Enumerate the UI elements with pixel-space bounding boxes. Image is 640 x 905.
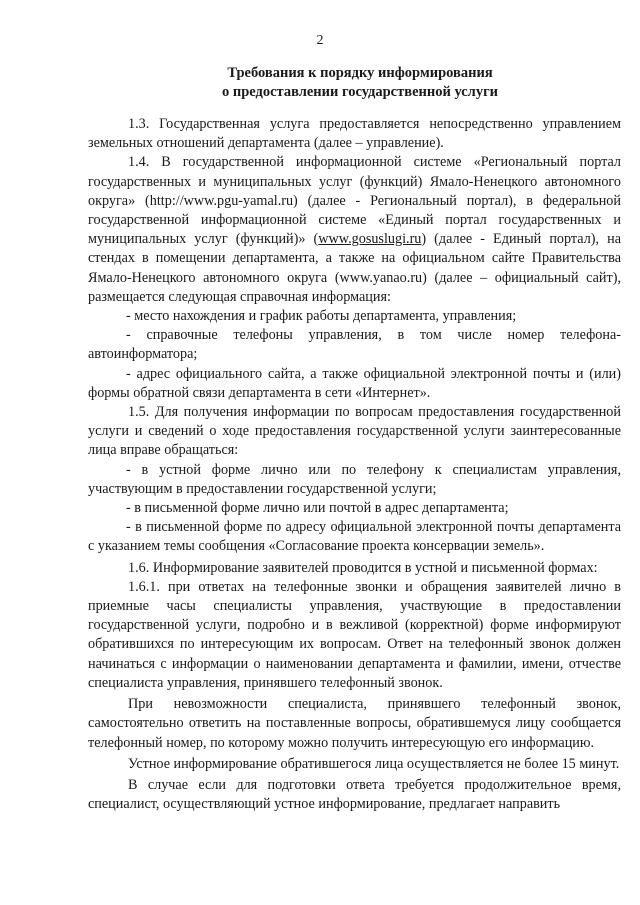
section-title-line-1: Требования к порядку информирования bbox=[227, 65, 493, 81]
paragraph-impossibility: При невозможности специалиста, принявшего телефонный звонок, самостоятельно ответить на поставленные вопросы, обратившемуся лицу сообщается телефонный номер, по которому можно получить интересующую его информацию. bbox=[88, 696, 621, 751]
document-body bbox=[88, 115, 621, 814]
paragraph-1-4 bbox=[88, 153, 621, 307]
paragraph-long-preparation: В случае если для подготовки ответа требуется продолжительное время, специалист, осуществляющий устное информирование, предлагает направить bbox=[88, 776, 621, 813]
page-number: 2 bbox=[316, 33, 324, 48]
section-title-line-2: о предоставлении государственной услуги bbox=[221, 84, 499, 100]
paragraph-1-6-1: 1.6.1. при ответах на телефонные звонки и обращения заявителей лично в приемные часы специалисты управления, участвующие в предоставлении государственной услуги, подробно и в вежливой (корректной) форме информируют обратившихся по интересующим их вопросам. Ответ на телефонный звонок должен начинаться с информации о наименовании департамента и фамилии, имени, отчестве специалиста управления, принявшего телефонный звонок. bbox=[88, 578, 621, 691]
paragraph-1-6: 1.6. Информирование заявителей проводится в устной и письменной формах: bbox=[128, 559, 598, 576]
list-item-location: - место нахождения и график работы департамента, управления; bbox=[126, 308, 517, 325]
list-item-written: - в письменной форме лично или почтой в адрес департамента; bbox=[126, 500, 509, 517]
paragraph-1-3: 1.3. Государственная услуга предоставляется непосредственно управлением земельных отношений департамента (далее – управление). bbox=[88, 116, 621, 152]
list-item-oral: - в устной форме лично или по телефону к специалистам управления, участвующим в предоставлении государственной услуги; bbox=[88, 461, 621, 497]
list-item-phones: - справочные телефоны управления, в том числе номер телефона-автоинформатора; bbox=[88, 327, 621, 363]
paragraph-1-4-text-b: ) (далее - Единый портал), на стендах в помещении департамента, а также на официальном сайте Правительства Ямало-Ненецкого автономного округа (www.yanao.ru) (далее – официальный сайт), размещается следующая справочная информация: bbox=[88, 231, 622, 305]
list-item-email: - в письменной форме по адресу официальной электронной почты департамента с указанием темы сообщения «Согласование проекта консервации земель». bbox=[88, 519, 621, 555]
gosuslugi-link[interactable]: www.gosuslugi.ru bbox=[318, 231, 422, 248]
paragraph-1-4-text-a: 1.4. В государственной информационной системе «Региональный портал государственных и муниципальных услуг (функций) Ямало-Ненецкого автономного округа» (http://www.pgu-yamal.ru) (далее - Региональный портал), в федеральной государственной информационной системе «Единый портал государственных и муниципальных услуг (функций)» ( bbox=[88, 154, 621, 248]
section-title bbox=[60, 64, 640, 102]
paragraph-1-5: 1.5. Для получения информации по вопросам предоставления государственной услуги и сведений о ходе предоставления государственной услуги заинтересованные лица вправе обращаться: bbox=[88, 404, 621, 459]
list-item-website: - адрес официального сайта, а также официальной электронной почты и (или) формы обратной связи департамента в сети «Интернет». bbox=[88, 365, 621, 401]
paragraph-oral-duration: Устное информирование обратившегося лица осуществляется не более 15 минут. bbox=[128, 755, 620, 772]
